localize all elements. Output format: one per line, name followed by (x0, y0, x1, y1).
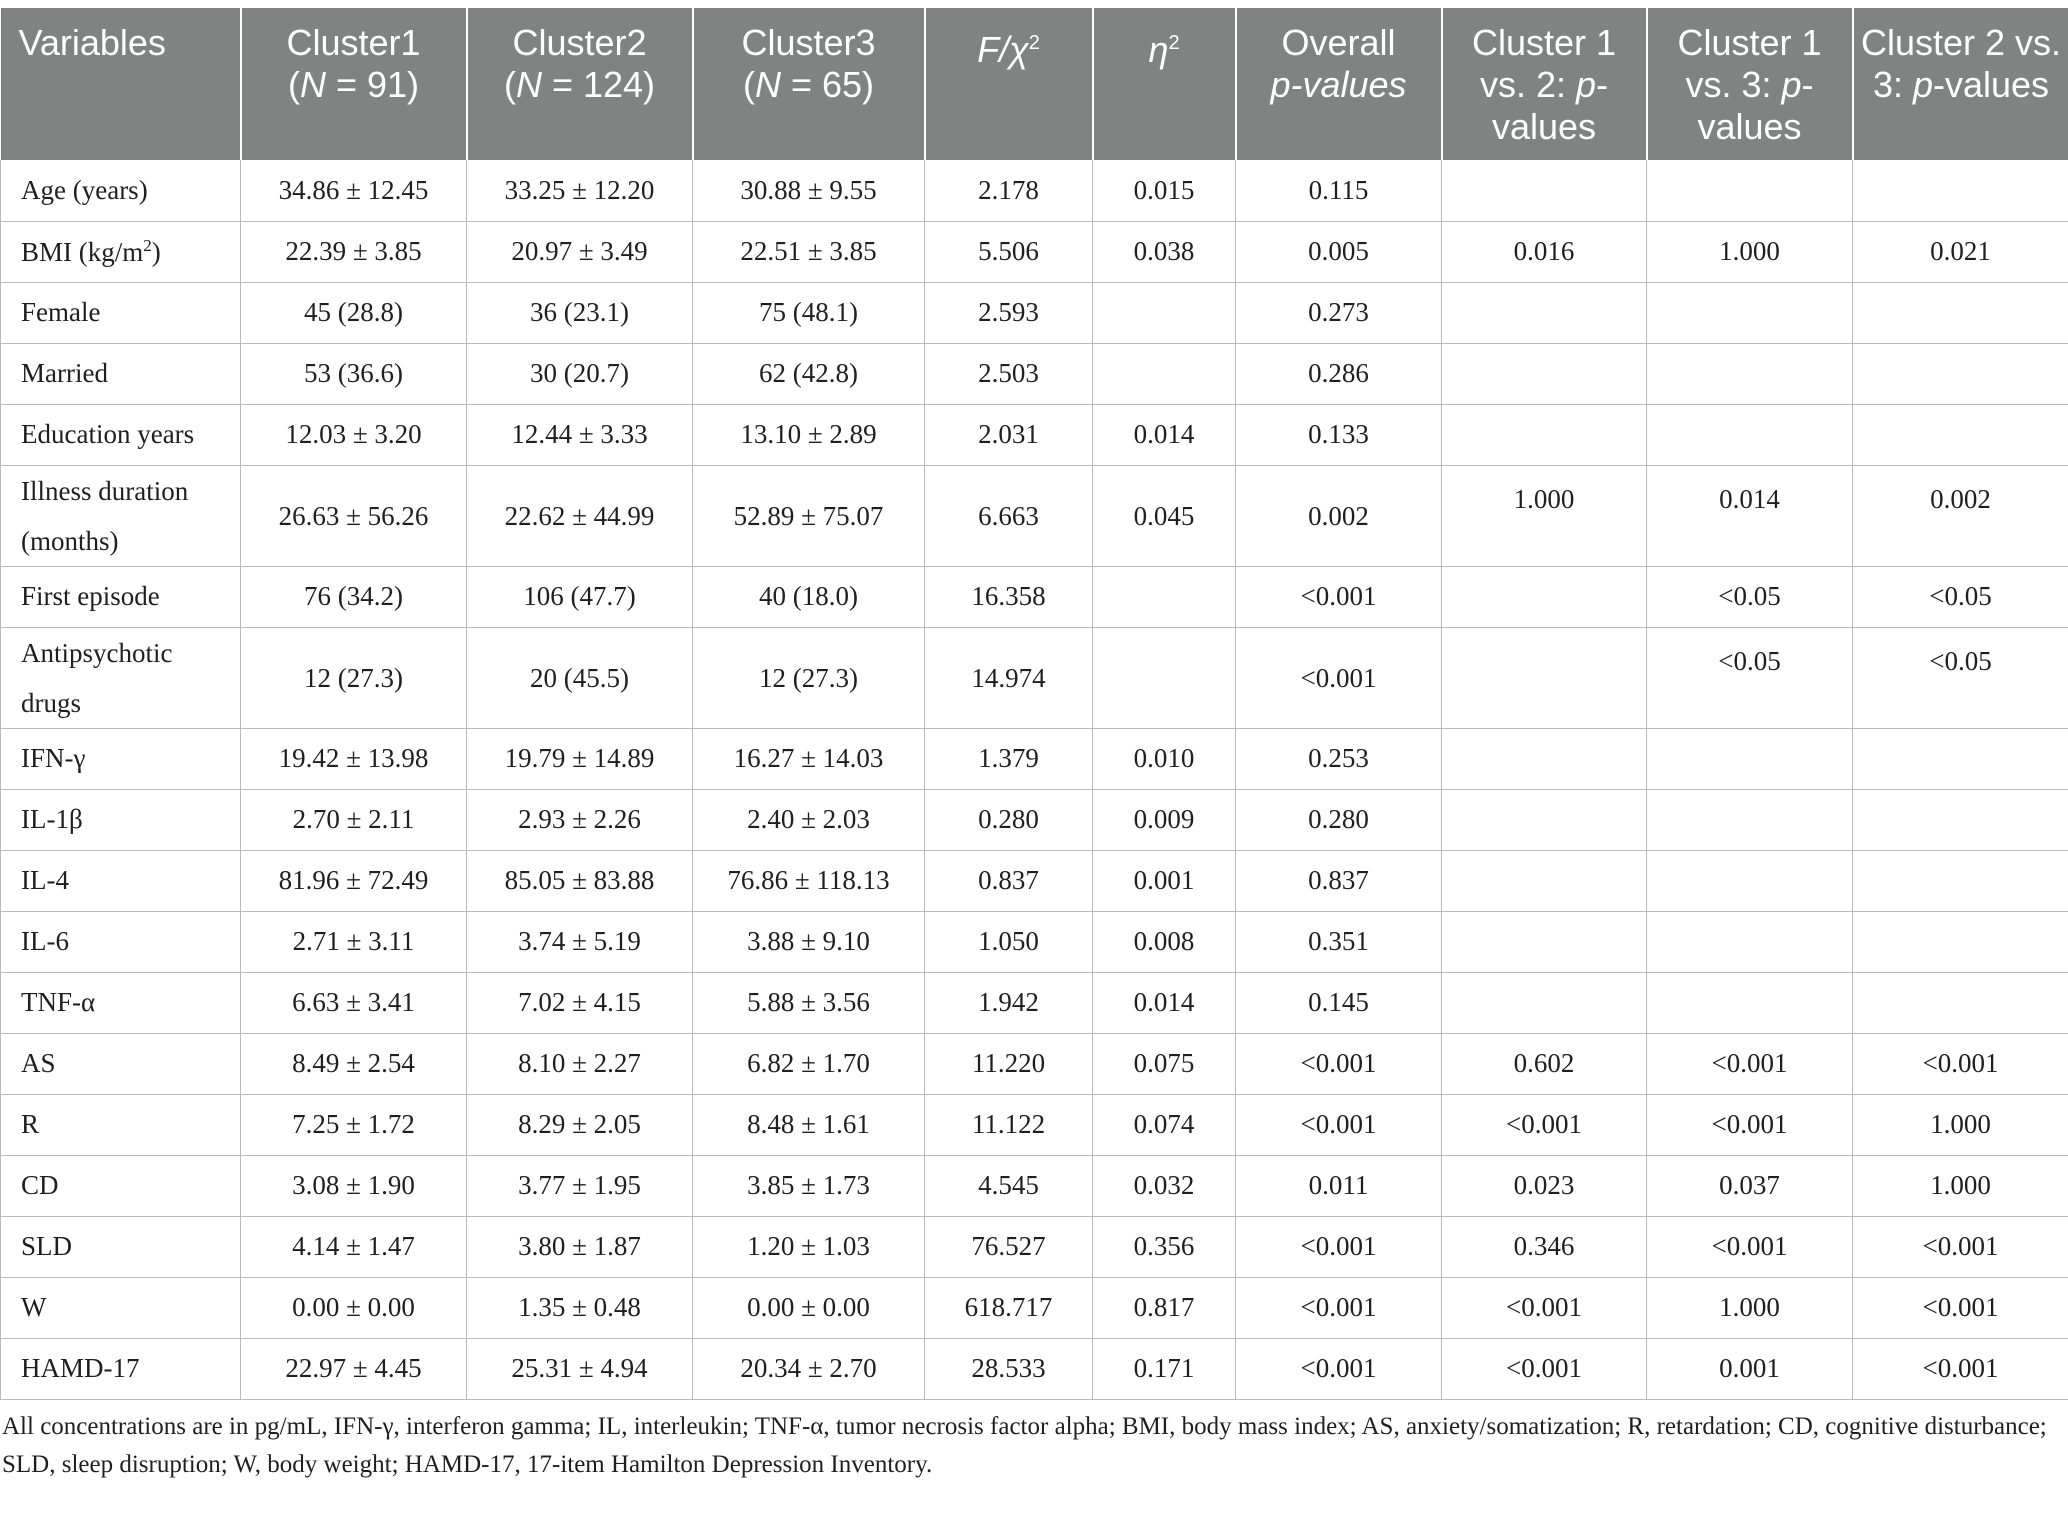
cluster1-cell: 19.42 ± 13.98 (241, 728, 467, 789)
p-1vs2-cell: <0.001 (1442, 1338, 1647, 1399)
variable-cell: Antipsychotic drugs (1, 627, 241, 728)
p-2vs3-cell: <0.05 (1853, 566, 2068, 627)
variable-cell: CD (1, 1155, 241, 1216)
cluster1-cell: 7.25 ± 1.72 (241, 1094, 467, 1155)
header-eta-squared: $\eta^2$ (1093, 8, 1236, 160)
table-row (1, 282, 2068, 343)
overall-p-cell: 0.273 (1236, 282, 1442, 343)
header-cluster1: Cluster1 (N = 91) (241, 8, 467, 160)
cluster2-cell: 8.29 ± 2.05 (467, 1094, 693, 1155)
overall-p-cell: 0.011 (1236, 1155, 1442, 1216)
variable-cell: Illness duration (months) (1, 465, 241, 566)
f-chi-cell: 0.837 (925, 850, 1093, 911)
p-1vs2-cell: 0.023 (1442, 1155, 1647, 1216)
p-2vs3-cell: 0.002 (1853, 465, 2068, 566)
table-container (0, 8, 2068, 1484)
table-row (1, 1338, 2068, 1399)
p-1vs2-cell (1442, 911, 1647, 972)
eta-cell (1093, 282, 1236, 343)
cluster1-cell: 12 (27.3) (241, 627, 467, 728)
table-row (1, 728, 2068, 789)
p-1vs3-cell: <0.001 (1647, 1033, 1853, 1094)
variable-cell: IFN-γ (1, 728, 241, 789)
variable-cell: TNF-α (1, 972, 241, 1033)
variable-cell: Female (1, 282, 241, 343)
f-chi-cell: 1.942 (925, 972, 1093, 1033)
p-1vs3-cell (1647, 911, 1853, 972)
header-variables: Variables (1, 8, 241, 160)
overall-p-cell: 0.351 (1236, 911, 1442, 972)
variable-cell: Married (1, 343, 241, 404)
cluster1-cell: 12.03 ± 3.20 (241, 404, 467, 465)
variable-cell: First episode (1, 566, 241, 627)
table-row (1, 160, 2068, 221)
cluster1-cell: 45 (28.8) (241, 282, 467, 343)
variable-cell: AS (1, 1033, 241, 1094)
p-1vs3-cell (1647, 282, 1853, 343)
p-1vs2-cell: 0.016 (1442, 221, 1647, 282)
p-1vs2-cell (1442, 404, 1647, 465)
cluster1-cell: 34.86 ± 12.45 (241, 160, 467, 221)
header-cluster1-vs-3: Cluster 1 vs. 3: p-values (1647, 8, 1853, 160)
p-1vs2-cell (1442, 160, 1647, 221)
eta-cell: 0.009 (1093, 789, 1236, 850)
f-chi-cell: 1.050 (925, 911, 1093, 972)
cluster1-cell: 2.71 ± 3.11 (241, 911, 467, 972)
f-chi-cell: 11.122 (925, 1094, 1093, 1155)
overall-p-cell: 0.286 (1236, 343, 1442, 404)
cluster1-cell: 6.63 ± 3.41 (241, 972, 467, 1033)
cluster3-cell: 62 (42.8) (693, 343, 925, 404)
eta-cell: 0.001 (1093, 850, 1236, 911)
p-1vs3-cell (1647, 343, 1853, 404)
cluster2-cell: 30 (20.7) (467, 343, 693, 404)
variable-cell: IL-6 (1, 911, 241, 972)
variable-cell: IL-1β (1, 789, 241, 850)
p-1vs3-cell: 1.000 (1647, 221, 1853, 282)
p-2vs3-cell (1853, 911, 2068, 972)
table-row (1, 1155, 2068, 1216)
f-chi-cell: 5.506 (925, 221, 1093, 282)
eta-cell (1093, 627, 1236, 728)
variable-cell: BMI $(kg/m^2)$ (1, 221, 241, 282)
p-2vs3-cell (1853, 972, 2068, 1033)
overall-p-cell: 0.133 (1236, 404, 1442, 465)
f-chi-cell: 4.545 (925, 1155, 1093, 1216)
p-2vs3-cell: 1.000 (1853, 1155, 2068, 1216)
p-1vs2-cell: <0.001 (1442, 1277, 1647, 1338)
cluster2-cell: 8.10 ± 2.27 (467, 1033, 693, 1094)
overall-p-cell: 0.002 (1236, 465, 1442, 566)
cluster2-cell: 36 (23.1) (467, 282, 693, 343)
cluster2-cell: 3.80 ± 1.87 (467, 1216, 693, 1277)
f-chi-cell: 11.220 (925, 1033, 1093, 1094)
p-1vs3-cell: <0.001 (1647, 1094, 1853, 1155)
p-2vs3-cell: <0.001 (1853, 1216, 2068, 1277)
p-2vs3-cell: 0.021 (1853, 221, 2068, 282)
p-1vs3-cell: <0.05 (1647, 566, 1853, 627)
table-row (1, 1094, 2068, 1155)
table-row (1, 850, 2068, 911)
f-chi-cell: 2.593 (925, 282, 1093, 343)
f-chi-cell: 76.527 (925, 1216, 1093, 1277)
cluster2-cell: 106 (47.7) (467, 566, 693, 627)
variable-cell: R (1, 1094, 241, 1155)
cluster3-cell: 6.82 ± 1.70 (693, 1033, 925, 1094)
cluster2-cell: 1.35 ± 0.48 (467, 1277, 693, 1338)
f-chi-cell: 28.533 (925, 1338, 1093, 1399)
cluster2-cell: 2.93 ± 2.26 (467, 789, 693, 850)
p-1vs2-cell: <0.001 (1442, 1094, 1647, 1155)
header-cluster1-vs-2: Cluster 1 vs. 2: p-values (1442, 8, 1647, 160)
p-1vs3-cell (1647, 728, 1853, 789)
cluster2-cell: 25.31 ± 4.94 (467, 1338, 693, 1399)
p-1vs2-cell (1442, 566, 1647, 627)
p-1vs3-cell: 0.014 (1647, 465, 1853, 566)
overall-p-cell: 0.005 (1236, 221, 1442, 282)
cluster1-cell: 0.00 ± 0.00 (241, 1277, 467, 1338)
overall-p-cell: 0.115 (1236, 160, 1442, 221)
cluster1-cell: 76 (34.2) (241, 566, 467, 627)
cluster2-cell: 85.05 ± 83.88 (467, 850, 693, 911)
p-1vs3-cell: 0.001 (1647, 1338, 1853, 1399)
p-1vs3-cell (1647, 972, 1853, 1033)
p-1vs2-cell (1442, 627, 1647, 728)
cluster3-cell: 20.34 ± 2.70 (693, 1338, 925, 1399)
table-body (1, 160, 2068, 1399)
table-row (1, 404, 2068, 465)
p-2vs3-cell (1853, 404, 2068, 465)
cluster-comparison-table (0, 8, 2068, 1400)
cluster2-cell: 22.62 ± 44.99 (467, 465, 693, 566)
table-row (1, 972, 2068, 1033)
p-2vs3-cell: <0.001 (1853, 1277, 2068, 1338)
cluster1-cell: 53 (36.6) (241, 343, 467, 404)
p-1vs3-cell (1647, 160, 1853, 221)
p-1vs3-cell: 0.037 (1647, 1155, 1853, 1216)
p-1vs2-cell (1442, 789, 1647, 850)
eta-cell: 0.015 (1093, 160, 1236, 221)
f-chi-cell: 2.178 (925, 160, 1093, 221)
cluster3-cell: 8.48 ± 1.61 (693, 1094, 925, 1155)
header-cluster2: Cluster2 (N = 124) (467, 8, 693, 160)
cluster1-cell: 3.08 ± 1.90 (241, 1155, 467, 1216)
eta-cell: 0.038 (1093, 221, 1236, 282)
cluster2-cell: 20 (45.5) (467, 627, 693, 728)
cluster3-cell: 30.88 ± 9.55 (693, 160, 925, 221)
p-2vs3-cell: <0.001 (1853, 1033, 2068, 1094)
p-1vs3-cell: 1.000 (1647, 1277, 1853, 1338)
variable-cell: W (1, 1277, 241, 1338)
p-2vs3-cell (1853, 850, 2068, 911)
overall-p-cell: 0.253 (1236, 728, 1442, 789)
cluster3-cell: 1.20 ± 1.03 (693, 1216, 925, 1277)
eta-cell: 0.008 (1093, 911, 1236, 972)
f-chi-cell: 0.280 (925, 789, 1093, 850)
variable-cell: HAMD-17 (1, 1338, 241, 1399)
header-row (1, 8, 2068, 160)
cluster2-cell: 19.79 ± 14.89 (467, 728, 693, 789)
table-row (1, 566, 2068, 627)
table-row (1, 343, 2068, 404)
cluster3-cell: 5.88 ± 3.56 (693, 972, 925, 1033)
cluster2-cell: 20.97 ± 3.49 (467, 221, 693, 282)
cluster3-cell: 40 (18.0) (693, 566, 925, 627)
overall-p-cell: <0.001 (1236, 1338, 1442, 1399)
f-chi-cell: 2.031 (925, 404, 1093, 465)
eta-cell: 0.171 (1093, 1338, 1236, 1399)
cluster1-cell: 4.14 ± 1.47 (241, 1216, 467, 1277)
p-1vs2-cell: 0.602 (1442, 1033, 1647, 1094)
cluster3-cell: 76.86 ± 118.13 (693, 850, 925, 911)
f-chi-cell: 14.974 (925, 627, 1093, 728)
eta-cell (1093, 343, 1236, 404)
p-2vs3-cell (1853, 789, 2068, 850)
cluster1-cell: 8.49 ± 2.54 (241, 1033, 467, 1094)
variable-cell: IL-4 (1, 850, 241, 911)
p-1vs2-cell (1442, 343, 1647, 404)
eta-cell: 0.356 (1093, 1216, 1236, 1277)
f-chi-cell: 16.358 (925, 566, 1093, 627)
cluster3-cell: 3.85 ± 1.73 (693, 1155, 925, 1216)
p-2vs3-cell: 1.000 (1853, 1094, 2068, 1155)
overall-p-cell: 0.837 (1236, 850, 1442, 911)
table-row (1, 465, 2068, 566)
cluster1-cell: 26.63 ± 56.26 (241, 465, 467, 566)
p-2vs3-cell (1853, 282, 2068, 343)
header-f-chi: $F/\chi^2$ (925, 8, 1093, 160)
f-chi-cell: 2.503 (925, 343, 1093, 404)
table-row (1, 1277, 2068, 1338)
p-1vs3-cell (1647, 850, 1853, 911)
eta-cell: 0.014 (1093, 404, 1236, 465)
eta-cell (1093, 566, 1236, 627)
cluster2-cell: 12.44 ± 3.33 (467, 404, 693, 465)
cluster1-cell: 22.97 ± 4.45 (241, 1338, 467, 1399)
p-2vs3-cell (1853, 728, 2068, 789)
eta-cell: 0.045 (1093, 465, 1236, 566)
cluster3-cell: 75 (48.1) (693, 282, 925, 343)
p-2vs3-cell: <0.05 (1853, 627, 2068, 728)
overall-p-cell: 0.280 (1236, 789, 1442, 850)
p-1vs3-cell (1647, 789, 1853, 850)
f-chi-cell: 1.379 (925, 728, 1093, 789)
cluster3-cell: 2.40 ± 2.03 (693, 789, 925, 850)
eta-cell: 0.010 (1093, 728, 1236, 789)
cluster3-cell: 13.10 ± 2.89 (693, 404, 925, 465)
header-overall-p: Overall p-values (1236, 8, 1442, 160)
p-1vs2-cell (1442, 728, 1647, 789)
overall-p-cell: <0.001 (1236, 627, 1442, 728)
table-row (1, 221, 2068, 282)
table-row (1, 1033, 2068, 1094)
table-row (1, 1216, 2068, 1277)
cluster3-cell: 52.89 ± 75.07 (693, 465, 925, 566)
cluster3-cell: 0.00 ± 0.00 (693, 1277, 925, 1338)
eta-cell: 0.032 (1093, 1155, 1236, 1216)
overall-p-cell: <0.001 (1236, 1094, 1442, 1155)
p-1vs3-cell (1647, 404, 1853, 465)
table-row (1, 627, 2068, 728)
table-row (1, 789, 2068, 850)
p-2vs3-cell (1853, 343, 2068, 404)
cluster2-cell: 7.02 ± 4.15 (467, 972, 693, 1033)
cluster3-cell: 16.27 ± 14.03 (693, 728, 925, 789)
overall-p-cell: <0.001 (1236, 1277, 1442, 1338)
table-row (1, 911, 2068, 972)
cluster3-cell: 3.88 ± 9.10 (693, 911, 925, 972)
p-1vs2-cell (1442, 850, 1647, 911)
header-cluster2-vs-3: Cluster 2 vs. 3: p-values (1853, 8, 2068, 160)
cluster2-cell: 33.25 ± 12.20 (467, 160, 693, 221)
variable-cell: Education years (1, 404, 241, 465)
cluster1-cell: 81.96 ± 72.49 (241, 850, 467, 911)
cluster3-cell: 22.51 ± 3.85 (693, 221, 925, 282)
p-1vs3-cell: <0.05 (1647, 627, 1853, 728)
overall-p-cell: <0.001 (1236, 1033, 1442, 1094)
p-2vs3-cell: <0.001 (1853, 1338, 2068, 1399)
eta-cell: 0.075 (1093, 1033, 1236, 1094)
table-footnote: All concentrations are in pg/mL, IFN-γ, interferon gamma; IL, interleukin; TNF-α, tumor necrosis factor alpha; BMI, body mass index; AS, anxiety/somatization; R, retardation; CD, cognitive disturbance; SLD, sleep disruption; W, body weight; HAMD-17, 17-item Hamilton Depression Inventory. (2, 1412, 2047, 1478)
overall-p-cell: <0.001 (1236, 1216, 1442, 1277)
eta-cell: 0.817 (1093, 1277, 1236, 1338)
p-1vs2-cell: 1.000 (1442, 465, 1647, 566)
cluster2-cell: 3.74 ± 5.19 (467, 911, 693, 972)
overall-p-cell: <0.001 (1236, 566, 1442, 627)
p-1vs3-cell: <0.001 (1647, 1216, 1853, 1277)
overall-p-cell: 0.145 (1236, 972, 1442, 1033)
p-1vs2-cell (1442, 282, 1647, 343)
cluster1-cell: 22.39 ± 3.85 (241, 221, 467, 282)
variable-cell: SLD (1, 1216, 241, 1277)
header-cluster3: Cluster3 (N = 65) (693, 8, 925, 160)
cluster3-cell: 12 (27.3) (693, 627, 925, 728)
p-1vs2-cell (1442, 972, 1647, 1033)
cluster2-cell: 3.77 ± 1.95 (467, 1155, 693, 1216)
variable-cell: Age (years) (1, 160, 241, 221)
eta-cell: 0.014 (1093, 972, 1236, 1033)
f-chi-cell: 618.717 (925, 1277, 1093, 1338)
cluster1-cell: 2.70 ± 2.11 (241, 789, 467, 850)
p-1vs2-cell: 0.346 (1442, 1216, 1647, 1277)
f-chi-cell: 6.663 (925, 465, 1093, 566)
p-2vs3-cell (1853, 160, 2068, 221)
eta-cell: 0.074 (1093, 1094, 1236, 1155)
